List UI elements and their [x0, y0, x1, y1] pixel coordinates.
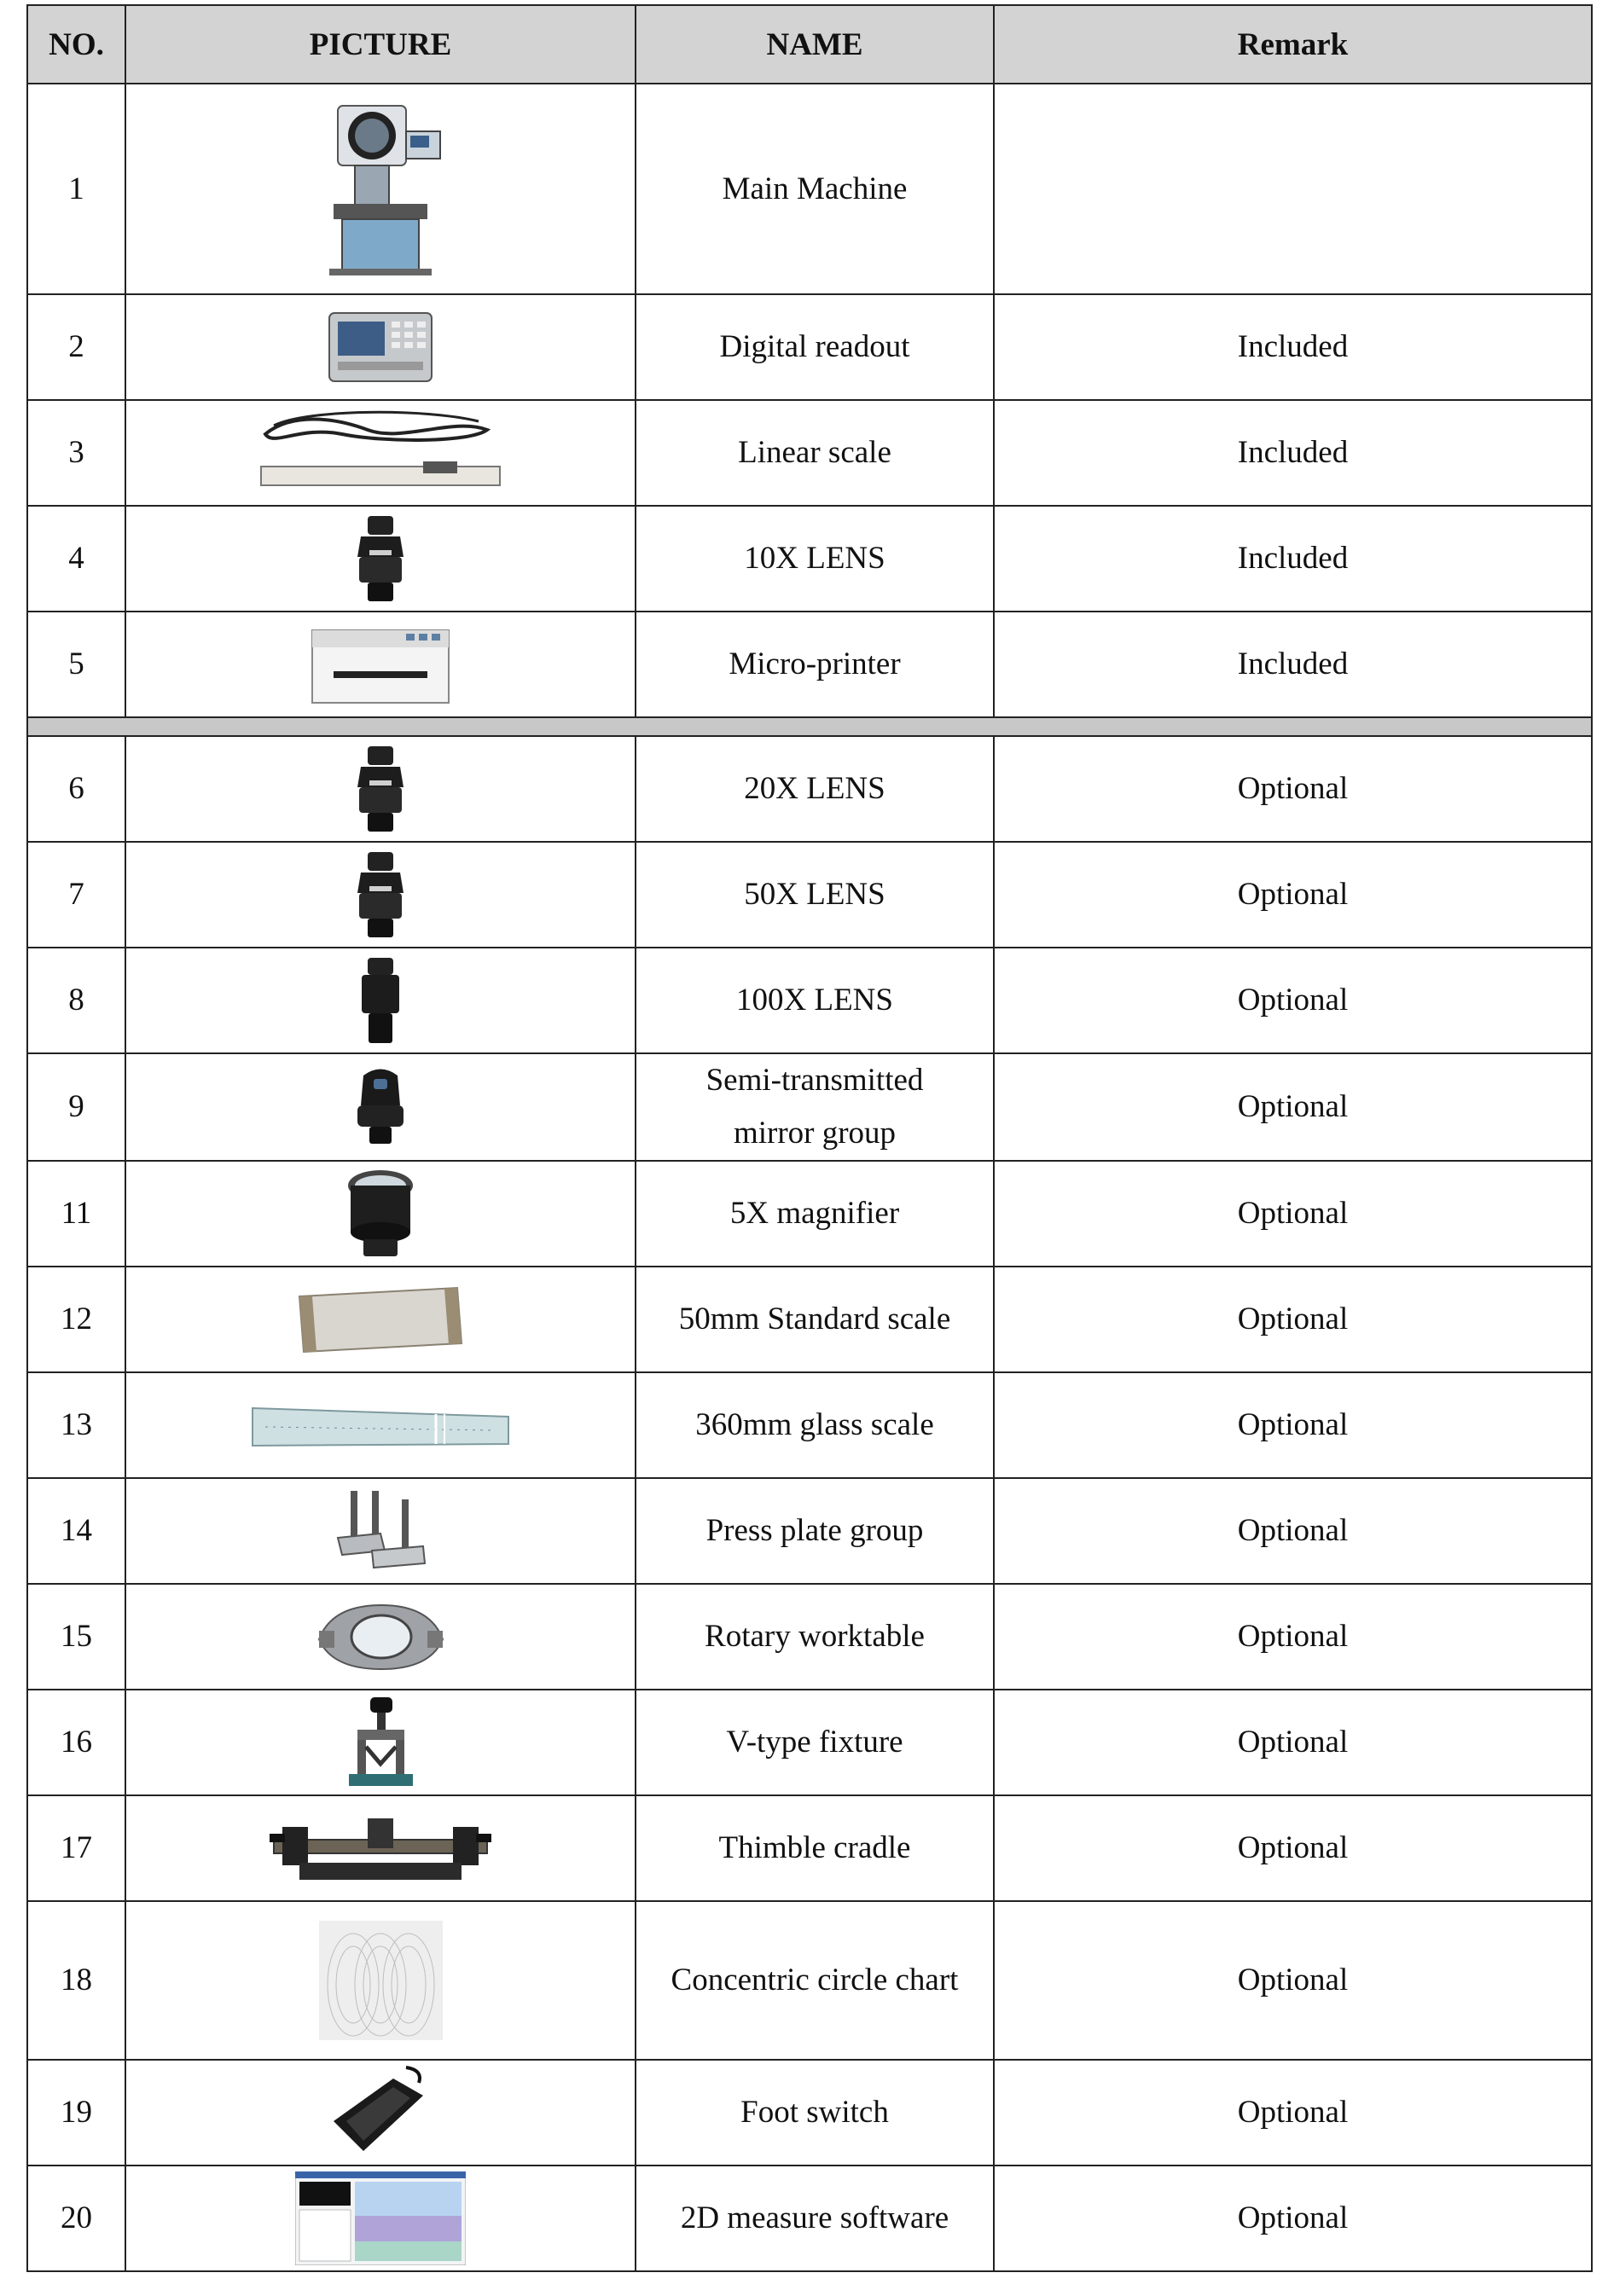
table-row — [27, 2060, 1592, 2166]
lens-icon — [355, 956, 406, 1046]
row-name: 50X LENS — [636, 842, 994, 948]
row-name: Micro-printer — [636, 612, 994, 717]
table-row — [27, 1478, 1592, 1584]
row-name — [636, 1053, 994, 1161]
v-fixture-icon — [345, 1696, 417, 1789]
header-remark: Remark — [994, 5, 1592, 84]
row-no: 1 — [27, 84, 125, 294]
row-no: 18 — [27, 1901, 125, 2060]
row-name: Press plate group — [636, 1478, 994, 1584]
row-no: 17 — [27, 1795, 125, 1901]
standard-scale-block-icon — [295, 1284, 466, 1356]
row-picture — [125, 612, 636, 717]
table-row — [27, 948, 1592, 1053]
thimble-cradle-icon — [265, 1810, 496, 1887]
row-name: V-type fixture — [636, 1690, 994, 1795]
row-remark: Included — [994, 294, 1592, 400]
row-name: 100X LENS — [636, 948, 994, 1053]
row-name: Rotary worktable — [636, 1584, 994, 1690]
row-picture — [125, 1795, 636, 1901]
row-remark: Optional — [994, 2060, 1592, 2166]
row-name: Main Machine — [636, 84, 994, 294]
row-name-line-1: Semi-transmitted — [705, 1063, 924, 1098]
concentric-chart-icon — [319, 1921, 443, 2040]
row-picture — [125, 1053, 636, 1161]
row-remark: Optional — [994, 1161, 1592, 1267]
row-no: 3 — [27, 400, 125, 506]
row-no: 11 — [27, 1161, 125, 1267]
row-remark: Optional — [994, 1901, 1592, 2060]
row-picture — [125, 1584, 636, 1690]
row-remark: Optional — [994, 1053, 1592, 1161]
table-row — [27, 1795, 1592, 1901]
press-plate-icon — [329, 1487, 432, 1576]
row-remark: Optional — [994, 1584, 1592, 1690]
projector-machine-icon — [312, 101, 449, 276]
row-name: 20X LENS — [636, 736, 994, 842]
row-picture — [125, 1372, 636, 1478]
row-no: 20 — [27, 2166, 125, 2271]
row-picture — [125, 1690, 636, 1795]
mirror-group-icon — [351, 1067, 410, 1148]
row-no: 6 — [27, 736, 125, 842]
row-remark: Included — [994, 612, 1592, 717]
software-screenshot-icon — [295, 2171, 466, 2265]
lens-icon — [351, 745, 410, 834]
table-header-row — [27, 5, 1592, 84]
row-remark: Optional — [994, 1690, 1592, 1795]
foot-switch-icon — [325, 2066, 436, 2160]
magnifier-icon — [342, 1167, 419, 1261]
row-picture — [125, 84, 636, 294]
row-no: 9 — [27, 1053, 125, 1161]
row-remark: Included — [994, 506, 1592, 612]
row-name: 2D measure software — [636, 2166, 994, 2271]
row-name-line-2: mirror group — [733, 1116, 897, 1151]
row-no: 15 — [27, 1584, 125, 1690]
table-row — [27, 506, 1592, 612]
row-no: 2 — [27, 294, 125, 400]
row-picture — [125, 2060, 636, 2166]
row-remark: Optional — [994, 1478, 1592, 1584]
row-remark — [994, 84, 1592, 294]
row-name: Thimble cradle — [636, 1795, 994, 1901]
row-remark: Optional — [994, 2166, 1592, 2271]
row-picture — [125, 842, 636, 948]
row-remark: Optional — [994, 1372, 1592, 1478]
table-row — [27, 736, 1592, 842]
row-picture — [125, 506, 636, 612]
row-no: 8 — [27, 948, 125, 1053]
table-row — [27, 1267, 1592, 1372]
table-row — [27, 400, 1592, 506]
digital-readout-icon — [328, 309, 434, 386]
accessory-table — [26, 4, 1593, 2272]
lens-icon — [351, 850, 410, 940]
header-picture: PICTURE — [125, 5, 636, 84]
row-name: Digital readout — [636, 294, 994, 400]
table-row — [27, 842, 1592, 948]
row-picture — [125, 948, 636, 1053]
row-name: Linear scale — [636, 400, 994, 506]
table-row — [27, 1690, 1592, 1795]
row-picture — [125, 736, 636, 842]
row-name: Foot switch — [636, 2060, 994, 2166]
linear-scale-icon — [257, 409, 504, 498]
row-no: 7 — [27, 842, 125, 948]
section-divider — [27, 717, 1592, 736]
table-row — [27, 1053, 1592, 1161]
divider-cell — [27, 717, 1592, 736]
glass-scale-icon — [248, 1401, 513, 1452]
row-no: 4 — [27, 506, 125, 612]
row-no: 14 — [27, 1478, 125, 1584]
table-row — [27, 612, 1592, 717]
row-remark: Optional — [994, 842, 1592, 948]
table-row — [27, 294, 1592, 400]
row-picture — [125, 294, 636, 400]
table-row — [27, 1372, 1592, 1478]
header-no: NO. — [27, 5, 125, 84]
row-no: 5 — [27, 612, 125, 717]
row-name: 50mm Standard scale — [636, 1267, 994, 1372]
row-picture — [125, 1901, 636, 2060]
row-remark: Optional — [994, 1267, 1592, 1372]
row-remark: Optional — [994, 948, 1592, 1053]
table-row — [27, 1161, 1592, 1267]
row-remark: Included — [994, 400, 1592, 506]
table-row — [27, 84, 1592, 294]
row-no: 12 — [27, 1267, 125, 1372]
row-remark: Optional — [994, 1795, 1592, 1901]
row-picture — [125, 400, 636, 506]
header-name: NAME — [636, 5, 994, 84]
row-no: 16 — [27, 1690, 125, 1795]
lens-icon — [351, 514, 410, 604]
row-name: 360mm glass scale — [636, 1372, 994, 1478]
row-name: 10X LENS — [636, 506, 994, 612]
row-no: 19 — [27, 2060, 125, 2166]
row-no: 13 — [27, 1372, 125, 1478]
row-name: Concentric circle chart — [636, 1901, 994, 2060]
row-picture — [125, 1161, 636, 1267]
row-picture — [125, 1267, 636, 1372]
rotary-worktable-icon — [315, 1601, 447, 1673]
row-name: 5X magnifier — [636, 1161, 994, 1267]
row-picture — [125, 1478, 636, 1584]
row-picture — [125, 2166, 636, 2271]
table-row — [27, 1901, 1592, 2060]
table-row — [27, 2166, 1592, 2271]
micro-printer-icon — [308, 622, 453, 707]
table-row — [27, 1584, 1592, 1690]
row-remark: Optional — [994, 736, 1592, 842]
